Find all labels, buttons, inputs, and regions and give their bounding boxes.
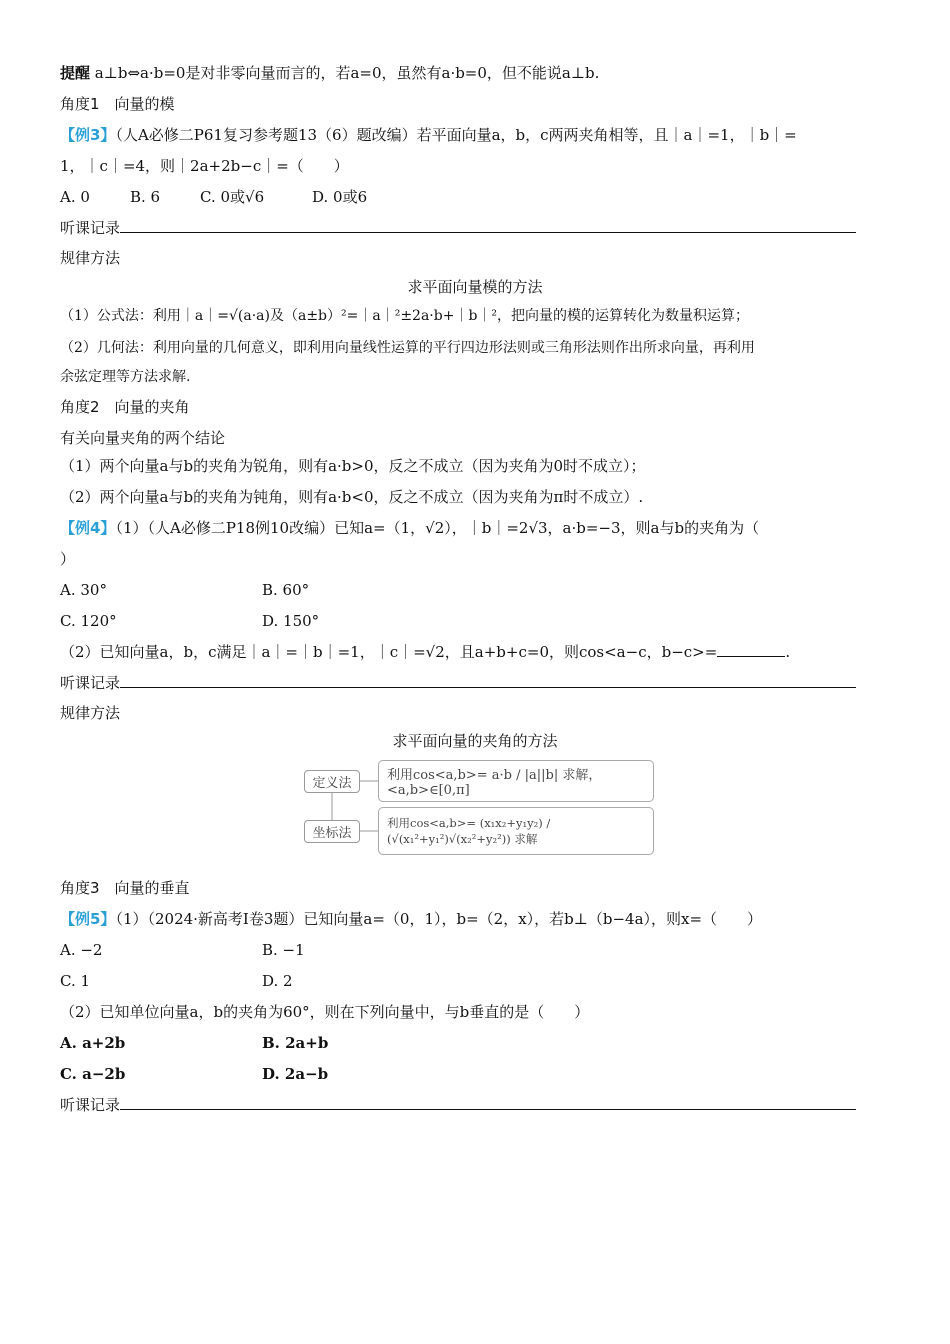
ex4-stem1: （1）（人A必修二P18例10改编）已知a=（1，√2），｜b｜=2√3，a·b=−3，则a与b的夹角为（ xyxy=(115,519,760,537)
ex4-q2-end: . xyxy=(785,643,791,661)
conclusion-title: 有关向量夹角的两个结论 xyxy=(60,429,226,447)
angle3-title: 角度3 向量的垂直 xyxy=(60,879,190,897)
ex4-option-c: C. 120° xyxy=(60,612,117,630)
ex5-2-option-b: B. 2a+b xyxy=(262,1034,329,1052)
note-label: 听课记录 xyxy=(60,1096,121,1114)
ex3-line1 xyxy=(60,124,797,146)
ex5-1-option-a: A. −2 xyxy=(60,941,103,959)
ex3-tag: 【例3】 xyxy=(60,126,116,144)
ex5-1-option-b: B. −1 xyxy=(262,941,305,959)
method-label-1: 规律方法 xyxy=(60,249,121,267)
ex3-option-d: D. 0或6 xyxy=(312,188,368,206)
coordinate-method-label: 坐标法 xyxy=(304,820,360,843)
note-label: 听课记录 xyxy=(60,674,121,692)
method1-p1: （1）公式法：利用｜a｜=√(a·a)及（a±b）²=｜a｜²±2a·b+｜b｜²，把向量的模的运算转化为数量积运算； xyxy=(60,308,750,324)
method1-title: 求平面向量模的方法 xyxy=(407,278,543,296)
ex4-option-d: D. 150° xyxy=(262,612,320,630)
method2-title: 求平面向量的夹角的方法 xyxy=(392,732,558,750)
conclusion-2: （2）两个向量a与b的夹角为钝角，则有a·b<0，反之不成立（因为夹角为π时不成立）. xyxy=(60,488,644,506)
ex5-line2: （2）已知单位向量a，b的夹角为60°，则在下列向量中，与b垂直的是（ ） xyxy=(60,1003,590,1021)
ex3-option-b: B. 6 xyxy=(130,188,161,206)
note-underline xyxy=(120,218,856,233)
ex4-option-a: A. 30° xyxy=(60,581,107,599)
method-label-2: 规律方法 xyxy=(60,704,121,722)
ex4-q2-text: （2）已知向量a，b，c满足｜a｜=｜b｜=1，｜c｜=√2，且a+b+c=0，则cos<a−c，b−c>= xyxy=(60,643,718,661)
note-line-3 xyxy=(60,1094,856,1116)
ex4-tag: 【例4】 xyxy=(60,519,116,537)
note-underline xyxy=(120,673,856,688)
ex5-2-option-a: A. a+2b xyxy=(60,1034,126,1052)
ex5-line1 xyxy=(60,908,762,930)
definition-method-box: 利用cos<a,b>= a·b / |a||b| 求解，<a,b>∈[0,π] xyxy=(378,760,654,802)
method1-p2a: （2）几何法：利用向量的几何意义，即利用向量线性运算的平行四边形法则或三角形法则作出所求向量，再利用 xyxy=(60,340,755,356)
definition-method-label: 定义法 xyxy=(304,770,360,793)
angle-method-diagram xyxy=(300,755,650,860)
ex4-q2 xyxy=(60,641,790,663)
tip-line xyxy=(60,62,599,84)
ex4-line2: ） xyxy=(60,550,76,568)
ex3-line2: 1，｜c｜=4，则｜2a+2b−c｜=（ ） xyxy=(60,157,349,175)
angle1-title: 角度1 向量的模 xyxy=(60,95,175,113)
ex5-2-option-c: C. a−2b xyxy=(60,1065,126,1083)
ex5-1-option-d: D. 2 xyxy=(262,972,293,990)
answer-blank[interactable] xyxy=(717,642,785,657)
coordinate-method-box: 利用cos<a,b>= (x₁x₂+y₁y₂) / (√(x₁²+y₁²)√(x₂²+y₂²)) 求解 xyxy=(378,807,654,855)
note-line-2 xyxy=(60,672,856,694)
note-label: 听课记录 xyxy=(60,219,121,237)
note-underline xyxy=(120,1095,856,1110)
note-line-1 xyxy=(60,217,856,239)
ex5-1-option-c: C. 1 xyxy=(60,972,91,990)
conclusion-1: （1）两个向量a与b的夹角为锐角，则有a·b>0，反之不成立（因为夹角为0时不成立）； xyxy=(60,457,646,475)
ex4-line1 xyxy=(60,517,759,539)
ex5-stem1: （1）（2024·新高考Ⅰ卷3题）已知向量a=（0，1），b=（2，x），若b⊥（b−4a），则x=（ ） xyxy=(115,910,763,928)
ex3-option-a: A. 0 xyxy=(60,188,90,206)
tip-text: a⊥b⇔a·b=0是对非零向量而言的，若a=0，虽然有a·b=0，但不能说a⊥b. xyxy=(94,64,600,82)
ex3-option-c: C. 0或√6 xyxy=(200,188,265,206)
ex5-tag: 【例5】 xyxy=(60,910,116,928)
ex5-2-option-d: D. 2a−b xyxy=(262,1065,329,1083)
tip-label: 提醒 xyxy=(60,64,91,82)
ex3-stem1: （人A必修二P61复习参考题13（6）题改编）若平面向量a，b，c两两夹角相等，且｜a｜=1，｜b｜= xyxy=(115,126,797,144)
angle2-title: 角度2 向量的夹角 xyxy=(60,398,190,416)
method1-p2b: 余弦定理等方法求解. xyxy=(60,369,191,385)
ex4-option-b: B. 60° xyxy=(262,581,310,599)
